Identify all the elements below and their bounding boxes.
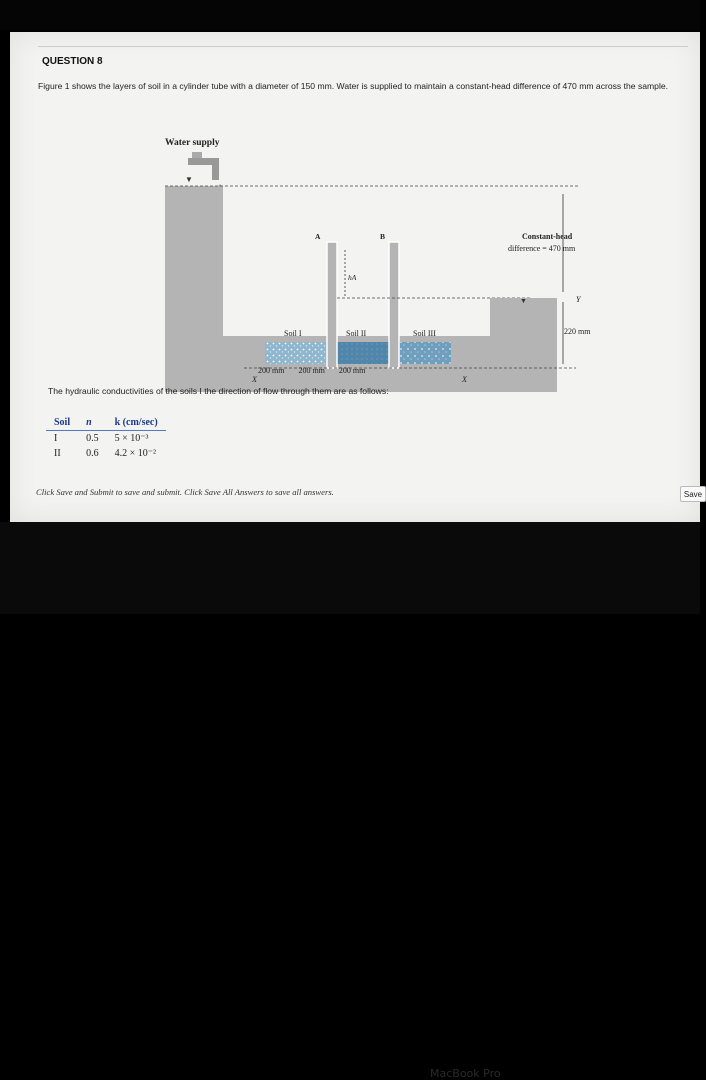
soil-2-label: Soil II [346,329,367,338]
y-label: Y [576,295,581,304]
cell-k: 5 × 10⁻³ [114,433,149,444]
ha-label: hA [348,273,357,282]
question-text: Figure 1 shows the layers of soil in a cylinder tube with a diameter of 150 mm. Water is supplied to maintain a constant-head difference of 470 mm across the sample. [38,81,669,91]
piezometer-a [327,242,337,368]
laptop-bezel-top [0,0,700,30]
soil-3-label: Soil III [413,329,436,338]
constant-head-label-1: Constant-head [522,232,573,241]
soil-properties-table [46,416,166,461]
x-right-label: X [462,375,467,384]
laptop-bezel-bottom [0,522,700,1080]
water-supply-label: Water supply [165,138,220,148]
soil-permeameter-figure [140,102,590,382]
cell-soil: II [54,448,61,459]
piezometer-a-label: A [315,232,321,241]
constant-head-label-2: difference = 470 mm [508,244,576,253]
table-header-row [46,416,166,431]
browser-screen [10,32,703,522]
piezometer-b-label: B [380,232,386,241]
header-n: n [78,416,107,431]
save-button[interactable]: Save [680,486,706,502]
dim-220-label: 220 mm [564,327,591,336]
dim-3-label: 200 mm [338,366,366,375]
header-soil: Soil [46,416,78,431]
laptop-brand-label: MacBook Pro [430,1067,501,1080]
cell-k: 4.2 × 10⁻² [114,448,157,459]
cell-soil: I [54,433,58,444]
submit-instructions: Click Save and Submit to save and submit. Click Save All Answers to save all answers. [36,487,334,497]
table-row [46,446,166,461]
cell-n: 0.6 [86,448,99,459]
dimension-row [258,366,365,375]
water-level-marker-icon: ▼ [185,175,193,184]
soil-layer-1 [265,342,327,364]
question-title: QUESTION 8 [42,56,103,67]
conductivity-intro: The hydraulic conductivities of the soils I the direction of flow through them are as follows: [48,386,389,396]
piezometer-b [389,242,399,368]
water-level-marker-right-icon: ▼ [520,298,527,305]
dim-2-label: 200 mm [298,366,325,375]
table-row [46,431,166,447]
right-reservoir [490,298,557,348]
header-k: k (cm/sec) [107,416,166,431]
cell-n: 0.5 [86,433,99,444]
dim-1-label: 200 mm [258,366,285,375]
soil-1-label: Soil I [284,329,302,338]
question-separator [38,46,688,47]
x-left-label: X [252,375,257,384]
